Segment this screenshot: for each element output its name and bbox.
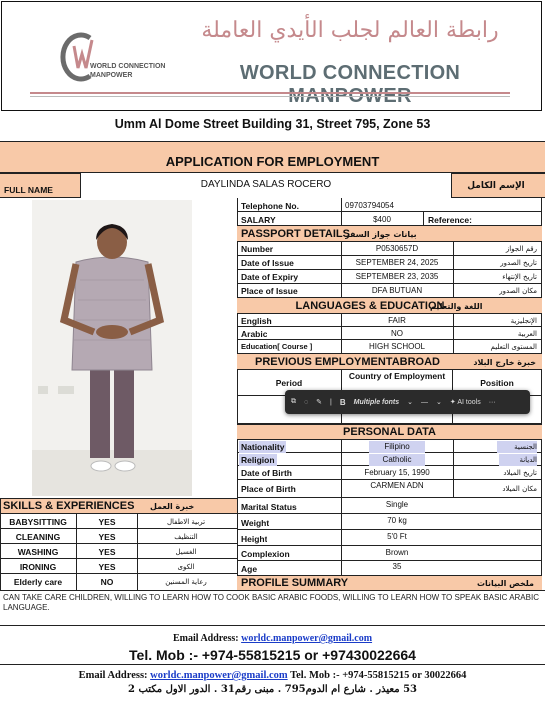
birth-place-value: CARMEN ADN xyxy=(370,481,424,490)
weight-label: Weight xyxy=(241,518,270,528)
more-options-button[interactable]: ··· xyxy=(488,398,496,406)
age-value: 35 xyxy=(392,562,402,571)
expiry-date-label: Date of Expiry xyxy=(241,272,299,282)
birth-date-arabic: تاريخ الميلاد xyxy=(503,469,537,477)
applicant-photo-illustration xyxy=(32,200,192,496)
arabic-value: NO xyxy=(391,329,403,338)
arabic-arabic: العربية xyxy=(517,330,537,338)
passport-number-value: P0530657D xyxy=(375,244,419,253)
passport-heading: PASSPORT DETAILS xyxy=(241,228,350,240)
telephone-label: Telephone No. xyxy=(241,201,299,211)
elderly-care-arabic: رعاية المسنين xyxy=(165,578,207,586)
table-row xyxy=(237,466,542,480)
issue-date-value: SEPTEMBER 24, 2025 xyxy=(355,258,439,267)
email-link[interactable]: worldc.manpower@gmail.com xyxy=(241,633,373,644)
washing-arabic: الغسيل xyxy=(175,548,197,556)
birth-place-arabic: مكان الميلاد xyxy=(502,485,537,493)
company-name-english: WORLD CONNECTION xyxy=(239,62,461,84)
chevron-down-icon[interactable]: ⌄ xyxy=(407,399,414,406)
weight-value: 70 kg xyxy=(387,516,407,525)
issue-date-arabic: تاريخ الصدور xyxy=(500,259,537,267)
cleaning-arabic: التنظيف xyxy=(174,533,198,541)
table-row xyxy=(237,242,542,256)
company-name-arabic: رابطة العالم لجلب الأيدي العاملة xyxy=(201,18,499,43)
table-row xyxy=(0,529,237,544)
birth-place-label: Place of Birth xyxy=(241,484,296,494)
ai-tools-label: AI tools xyxy=(457,399,481,406)
table-row xyxy=(237,327,542,340)
full-name-label-arabic: الإسم الكامل xyxy=(467,181,525,191)
religion-value: Catholic xyxy=(369,454,425,466)
col-divider xyxy=(137,514,138,590)
applicant-photo xyxy=(32,200,192,496)
passport-number-arabic: رقم الجواز xyxy=(505,245,537,253)
personal-data-heading: PERSONAL DATA xyxy=(343,426,436,438)
cleaning-label: CLEANING xyxy=(15,532,61,542)
issue-place-label: Place of Issue xyxy=(241,286,298,296)
previous-employment-heading: PREVIOUS EMPLOYMENTABROAD xyxy=(255,356,440,368)
bold-button[interactable]: B xyxy=(339,397,346,407)
education-arabic: المستوى التعليم xyxy=(490,343,537,351)
logo-text: WORLD CONNECTION MANPOWER xyxy=(90,63,166,79)
office-address: Umm Al Dome Street Building 31, Street 795, Zone 53 xyxy=(114,117,431,131)
table-row xyxy=(237,340,542,354)
education-label: Education[ Course ] xyxy=(241,342,313,351)
table-row xyxy=(0,559,237,574)
birth-date-label: Date of Birth xyxy=(241,468,292,478)
passport-number-label: Number xyxy=(241,244,274,254)
languages-heading-arabic: اللغة والتعليم xyxy=(430,302,483,311)
table-row xyxy=(0,574,237,590)
complexion-label: Complexion xyxy=(241,549,290,559)
footer-arabic-address: 53 معيذر . شارع ام الدوم795 . مبنى رقم31 . الدور الاول مكتب 2 xyxy=(128,684,417,695)
profile-summary-heading-arabic: ملخص البيانات xyxy=(476,579,534,588)
issue-place-value: DFA BUTUAN xyxy=(371,286,423,295)
col-divider xyxy=(341,314,342,354)
table-row xyxy=(237,440,542,453)
elderly-care-label: Elderly care xyxy=(13,577,63,587)
arabic-label: Arabic xyxy=(241,329,268,339)
table-row xyxy=(237,453,542,466)
birth-date-value: February 15, 1990 xyxy=(364,468,430,477)
table-row xyxy=(237,314,542,327)
col-divider xyxy=(453,314,454,354)
issue-place-arabic: مكان الصدور xyxy=(499,287,537,295)
col-divider xyxy=(341,242,342,298)
nationality-arabic: الجنسية xyxy=(497,441,537,453)
ironing-label: IRONING xyxy=(19,562,57,572)
elderly-care-value: NO xyxy=(100,577,114,587)
header-divider xyxy=(30,92,510,94)
profile-summary-text: CAN TAKE CARE CHILDREN, WILLING TO LEARN HOW TO COOK BASIC ARABIC FOODS, WILLING TO LEARN HOW TO SPEAK BASIC ARABIC LANGUAGE. xyxy=(3,593,539,612)
summary-bottom-border xyxy=(0,625,545,626)
table-row xyxy=(237,514,542,530)
table-row xyxy=(0,544,237,559)
country-column-header: Country of Employment xyxy=(348,371,446,381)
header-divider-thin xyxy=(30,96,510,97)
table-row xyxy=(237,284,542,298)
chevron-down-icon[interactable]: ⌄ xyxy=(436,399,442,406)
floating-format-toolbar xyxy=(285,390,530,414)
email-label-secondary: Email Address: xyxy=(78,670,148,681)
marital-status-value: Single xyxy=(385,500,409,509)
footer-divider xyxy=(0,664,545,665)
height-label: Height xyxy=(241,534,268,544)
col-divider xyxy=(453,440,454,498)
passport-heading-arabic: بيانات جواز السفر xyxy=(345,230,417,239)
position-column-header: Position xyxy=(480,378,514,388)
english-value: FAIR xyxy=(388,316,406,325)
babysitting-arabic: تربية الاطفال xyxy=(166,518,206,526)
full-name-value: DAYLINDA SALAS ROCERO xyxy=(200,179,332,190)
issue-date-label: Date of Issue xyxy=(241,258,294,268)
nationality-value: Filipino xyxy=(369,441,425,453)
religion-label: Religion xyxy=(241,455,275,465)
table-row xyxy=(237,498,542,514)
footer-phone-line: Tel. Mob :- +974-55815215 or +97430022664 xyxy=(129,647,416,663)
toolbar-separator: | xyxy=(330,398,332,406)
language-rows xyxy=(237,314,542,354)
copy-icon[interactable]: ⧉ xyxy=(291,398,296,405)
personal-data-rows xyxy=(237,440,542,576)
ironing-value: YES xyxy=(98,562,116,572)
salary-label: SALARY xyxy=(241,215,276,225)
nationality-label: Nationality xyxy=(241,442,285,452)
height-value: 5'0 Ft xyxy=(387,532,407,541)
table-row xyxy=(0,514,237,529)
font-size-decrease[interactable]: — xyxy=(421,398,429,406)
col-divider xyxy=(76,514,77,590)
english-arabic: الإنجليزية xyxy=(510,317,537,325)
profile-summary-heading: PROFILE SUMMARY xyxy=(241,577,349,589)
pen-icon[interactable]: ✎ xyxy=(316,399,323,406)
languages-heading: LANGUAGES & EDUCATION xyxy=(295,300,445,312)
table-row xyxy=(237,270,542,284)
washing-label: WASHING xyxy=(17,547,59,557)
babysitting-value: YES xyxy=(98,517,116,527)
marital-status-label: Marital Status xyxy=(241,502,297,512)
skills-rows xyxy=(0,514,237,590)
education-value: HIGH SCHOOL xyxy=(368,342,425,351)
age-label: Age xyxy=(241,564,258,574)
footer-contact-line xyxy=(0,670,545,681)
table-row xyxy=(237,561,542,576)
ai-tools-button[interactable]: ✦ AI tools xyxy=(449,399,481,406)
comment-icon[interactable]: ◌ xyxy=(304,398,309,406)
phone-text-secondary: Tel. Mob :- +974-55815215 or 30022664 xyxy=(290,670,467,681)
skills-heading-arabic: خبرة العمل xyxy=(150,502,195,511)
cleaning-value: YES xyxy=(98,532,116,542)
skills-heading: SKILLS & EXPERIENCES xyxy=(3,500,135,512)
summary-top-border xyxy=(0,590,545,591)
babysitting-label: BABYSITTING xyxy=(9,517,67,527)
skills-frame xyxy=(0,498,1,590)
reference-label: Reference: xyxy=(428,215,472,225)
previous-employment-heading-arabic: خبرة خارج البلاد xyxy=(473,358,536,367)
full-name-label: FULL NAME xyxy=(4,185,53,195)
table-row xyxy=(237,546,542,561)
form-title: APPLICATION FOR EMPLOYMENT xyxy=(0,141,545,173)
font-selector[interactable]: Multiple fonts xyxy=(353,398,400,406)
ironing-arabic: الكوى xyxy=(177,563,195,571)
telephone-value: 09703794054 xyxy=(345,201,394,210)
col-divider xyxy=(423,212,424,226)
expiry-date-value: SEPTEMBER 23, 2035 xyxy=(355,272,439,281)
complexion-value: Brown xyxy=(385,548,409,557)
footer-email-line xyxy=(0,633,545,644)
religion-arabic: الديانة xyxy=(499,454,537,466)
email-link-secondary[interactable]: worldc.manpower@gmail.com xyxy=(150,670,288,681)
passport-rows xyxy=(237,242,542,298)
table-row xyxy=(237,480,542,498)
washing-value: YES xyxy=(98,547,116,557)
salary-value: $400 xyxy=(373,215,391,224)
table-row xyxy=(237,256,542,270)
col-divider xyxy=(341,440,342,576)
expiry-date-arabic: تاريخ الإنتهاء xyxy=(502,273,537,281)
table-row xyxy=(237,530,542,546)
email-label: Email Address: xyxy=(172,633,239,644)
col-divider xyxy=(453,242,454,298)
english-label: English xyxy=(241,316,272,326)
period-column-header: Period xyxy=(275,378,303,388)
